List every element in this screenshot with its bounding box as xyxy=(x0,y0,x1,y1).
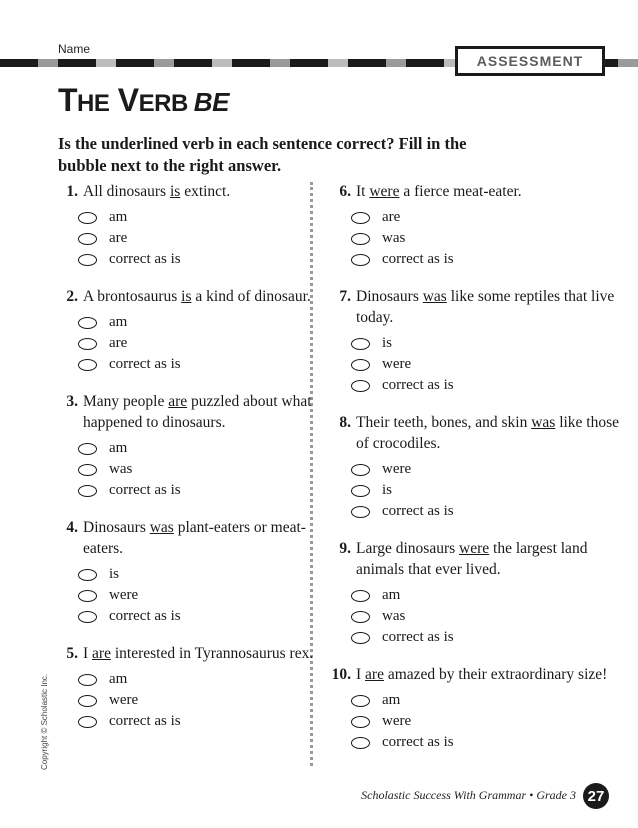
option-label: correct as is xyxy=(109,356,181,372)
answer-bubble[interactable] xyxy=(351,359,370,371)
question-number: 2. xyxy=(66,288,78,305)
option-label: correct as is xyxy=(109,713,181,729)
option-label: correct as is xyxy=(109,482,181,498)
question-number: 9. xyxy=(339,540,351,557)
underlined-verb: was xyxy=(149,519,174,536)
answer-option[interactable] xyxy=(351,480,621,501)
answer-bubble[interactable] xyxy=(351,233,370,245)
question xyxy=(331,286,621,396)
answer-option[interactable] xyxy=(78,669,338,690)
answer-bubble[interactable] xyxy=(351,338,370,350)
underlined-verb: was xyxy=(531,414,556,431)
option-label: is xyxy=(382,482,393,498)
answer-option[interactable] xyxy=(351,228,621,249)
answer-option[interactable] xyxy=(78,606,338,627)
option-label: are xyxy=(382,209,401,225)
answer-bubble[interactable] xyxy=(351,464,370,476)
answer-option[interactable] xyxy=(78,228,338,249)
question-text: A brontosaurus is a kind of dinosaur. xyxy=(83,288,311,305)
underlined-verb: are xyxy=(92,645,111,662)
answer-bubble[interactable] xyxy=(78,569,97,581)
option-label: am xyxy=(109,314,128,330)
answer-option[interactable] xyxy=(351,585,621,606)
option-label: am xyxy=(382,692,401,708)
option-label: was xyxy=(109,461,133,477)
option-label: are xyxy=(109,230,128,246)
answer-bubble[interactable] xyxy=(78,485,97,497)
option-label: were xyxy=(382,713,412,729)
option-label: correct as is xyxy=(109,251,181,267)
answer-option[interactable] xyxy=(351,501,621,522)
answer-bubble[interactable] xyxy=(78,443,97,455)
answer-bubble[interactable] xyxy=(351,632,370,644)
question xyxy=(331,664,621,753)
question-number: 4. xyxy=(66,519,78,536)
answer-bubble[interactable] xyxy=(351,737,370,749)
question xyxy=(58,517,338,627)
footer-book-title: Scholastic Success With Grammar • Grade 3 xyxy=(361,788,576,802)
answer-bubble[interactable] xyxy=(78,674,97,686)
option-label: am xyxy=(109,671,128,687)
answer-option[interactable] xyxy=(78,480,338,501)
answer-bubble[interactable] xyxy=(351,695,370,707)
answer-option[interactable] xyxy=(351,690,621,711)
option-label: was xyxy=(382,608,406,624)
answer-option[interactable] xyxy=(351,459,621,480)
underlined-verb: is xyxy=(169,183,181,200)
question-text: Large dinosaurs were the largest land animals that ever lived. xyxy=(356,540,588,578)
answer-option[interactable] xyxy=(78,438,338,459)
instructions: Is the underlined verb in each sentence correct? Fill in the bubble next to the right answer. xyxy=(58,134,467,175)
option-label: am xyxy=(382,587,401,603)
question-text: It were a fierce meat-eater. xyxy=(356,183,522,200)
question xyxy=(58,391,338,501)
underlined-verb: is xyxy=(181,288,192,305)
answer-bubble[interactable] xyxy=(78,233,97,245)
answer-bubble[interactable] xyxy=(78,695,97,707)
answer-bubble[interactable] xyxy=(351,254,370,266)
answer-option[interactable] xyxy=(78,354,338,375)
answer-option[interactable] xyxy=(351,333,621,354)
answer-bubble[interactable] xyxy=(78,317,97,329)
question xyxy=(58,643,338,732)
option-label: were xyxy=(109,587,139,603)
answer-bubble[interactable] xyxy=(78,464,97,476)
answer-bubble[interactable] xyxy=(78,338,97,350)
option-label: correct as is xyxy=(109,608,181,624)
answer-option[interactable] xyxy=(351,354,621,375)
question-text: Many people are puzzled about what happened to dinosaurs. xyxy=(83,393,312,431)
answer-option[interactable] xyxy=(351,249,621,270)
option-label: were xyxy=(382,356,412,372)
underlined-verb: are xyxy=(365,666,384,683)
question xyxy=(331,181,621,270)
underlined-verb: were xyxy=(369,183,400,200)
underlined-verb: was xyxy=(422,288,447,305)
name-label: Name xyxy=(58,42,91,56)
answer-option[interactable] xyxy=(78,333,338,354)
option-label: is xyxy=(382,335,393,351)
answer-bubble[interactable] xyxy=(351,485,370,497)
answer-bubble[interactable] xyxy=(78,716,97,728)
question-number: 1. xyxy=(66,183,78,200)
title-small-caps: HE xyxy=(77,90,110,117)
answer-bubble[interactable] xyxy=(351,506,370,518)
title-letter: T xyxy=(58,82,78,118)
questions-left-column xyxy=(58,181,338,748)
question-number: 7. xyxy=(339,288,351,305)
option-label: correct as is xyxy=(382,629,454,645)
question xyxy=(331,538,621,648)
questions-right-column xyxy=(331,181,621,769)
question-text: Dinosaurs was plant-eaters or meat-eaters. xyxy=(83,519,306,557)
copyright-notice: Copyright © Scholastic Inc. xyxy=(40,673,49,770)
answer-bubble[interactable] xyxy=(78,590,97,602)
page-number-badge: 27 xyxy=(583,783,609,809)
answer-option[interactable] xyxy=(78,207,338,228)
answer-option[interactable] xyxy=(78,564,338,585)
underlined-verb: were xyxy=(459,540,490,557)
answer-option[interactable] xyxy=(78,711,338,732)
assessment-badge xyxy=(455,46,605,76)
question-number: 6. xyxy=(339,183,351,200)
answer-option[interactable] xyxy=(351,732,621,753)
answer-option[interactable] xyxy=(78,585,338,606)
title-be: BE xyxy=(193,87,229,117)
assessment-label: ASSESSMENT xyxy=(476,53,584,69)
answer-bubble[interactable] xyxy=(351,716,370,728)
question-number: 10. xyxy=(331,666,351,683)
answer-bubble[interactable] xyxy=(351,590,370,602)
question-number: 5. xyxy=(66,645,78,662)
option-label: were xyxy=(382,461,412,477)
underlined-verb: are xyxy=(168,393,188,410)
option-label: correct as is xyxy=(382,251,454,267)
option-label: correct as is xyxy=(382,503,454,519)
option-label: correct as is xyxy=(382,734,454,750)
option-label: was xyxy=(382,230,406,246)
option-label: were xyxy=(109,692,139,708)
question-number: 8. xyxy=(339,414,351,431)
title-small-caps: ERB xyxy=(138,90,188,117)
answer-bubble[interactable] xyxy=(78,359,97,371)
option-label: is xyxy=(109,566,120,582)
question-text: I are interested in Tyrannosaurus rex. xyxy=(83,645,314,662)
question xyxy=(58,286,338,375)
option-label: am xyxy=(109,440,128,456)
option-label: am xyxy=(109,209,128,225)
question xyxy=(331,412,621,522)
answer-option[interactable] xyxy=(78,690,338,711)
answer-option[interactable] xyxy=(351,207,621,228)
option-label: are xyxy=(109,335,128,351)
answer-bubble[interactable] xyxy=(351,212,370,224)
answer-option[interactable] xyxy=(351,375,621,396)
answer-bubble[interactable] xyxy=(78,212,97,224)
answer-option[interactable] xyxy=(351,606,621,627)
question-text: Their teeth, bones, and skin was like those of crocodiles. xyxy=(356,414,620,452)
answer-option[interactable] xyxy=(78,249,338,270)
answer-bubble[interactable] xyxy=(78,611,97,623)
answer-option[interactable] xyxy=(78,312,338,333)
answer-bubble[interactable] xyxy=(351,611,370,623)
answer-option[interactable] xyxy=(351,711,621,732)
answer-option[interactable] xyxy=(78,459,338,480)
title-letter: V xyxy=(117,82,139,118)
option-label: correct as is xyxy=(382,377,454,393)
answer-option[interactable] xyxy=(351,627,621,648)
question-text: All dinosaurs is extinct. xyxy=(83,183,231,200)
question-number: 3. xyxy=(66,393,78,410)
page-title xyxy=(58,82,229,119)
question xyxy=(58,181,338,270)
question-text: Dinosaurs was like some reptiles that live today. xyxy=(356,288,615,326)
answer-bubble[interactable] xyxy=(78,254,97,266)
answer-bubble[interactable] xyxy=(351,380,370,392)
question-text: I are amazed by their extraordinary size! xyxy=(356,666,608,683)
